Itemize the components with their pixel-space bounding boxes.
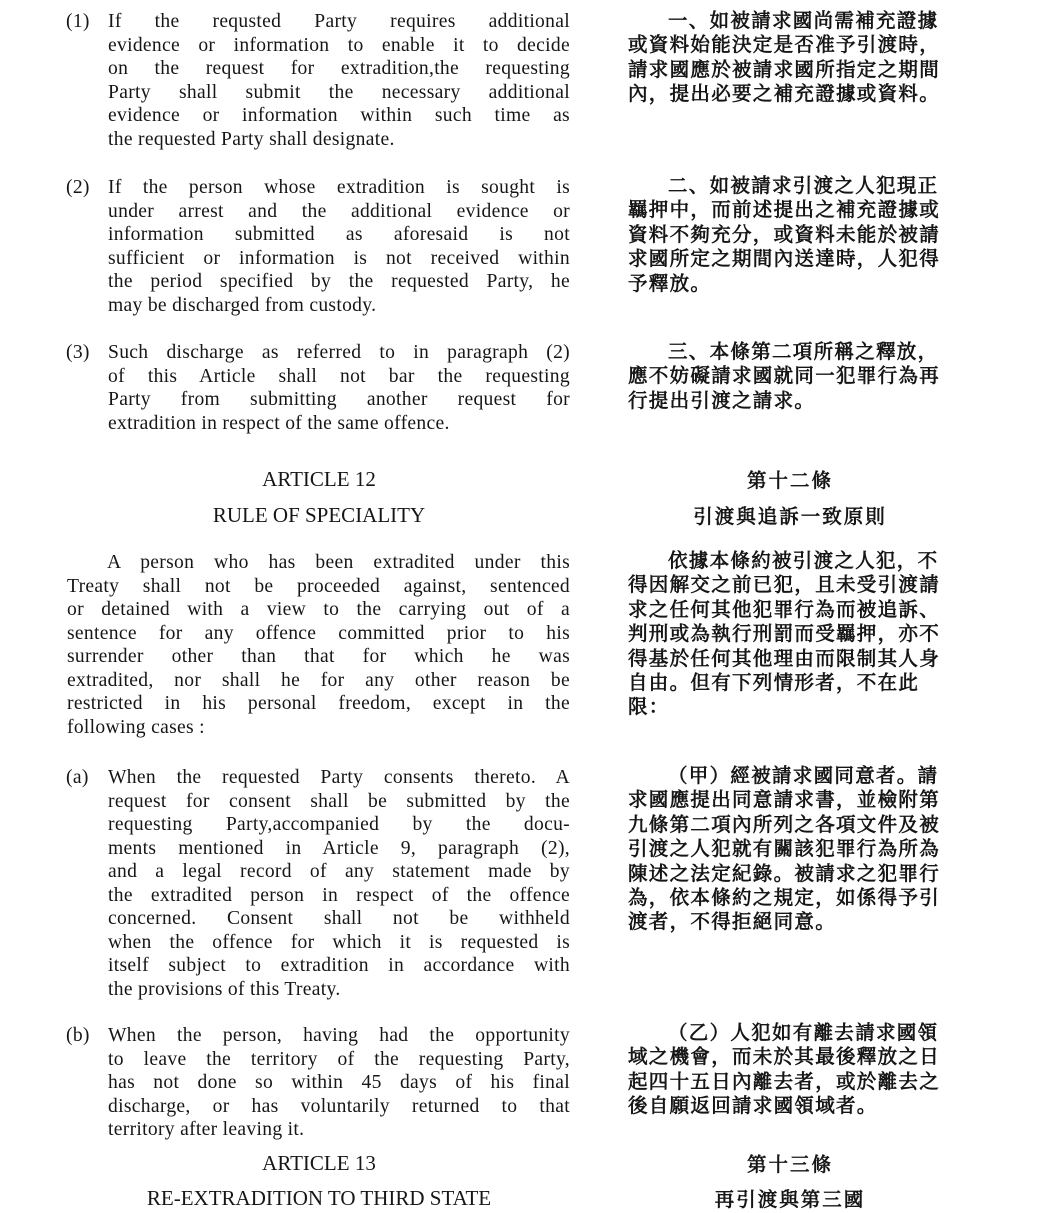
text-line: or detained with a view to the carrying out of a [67, 599, 570, 620]
article-12-subtitle: RULE OF SPECIALITY [212, 503, 426, 527]
text-line: 求之任何其他犯罪行為而被追訴、 [628, 597, 941, 621]
text-line: 資料不夠充分，或資料未能於被請 [628, 222, 941, 246]
text-line: 判刑或為執行刑罰而受羈押，亦不 [628, 622, 941, 646]
text-line: requesting Party,accompanied by the docu- [108, 814, 570, 835]
text-line: （乙）人犯如有離去請求國領 [668, 1021, 939, 1044]
text-line: under arrest and the additional evidence or [108, 200, 570, 222]
text-line: 內，提出必要之補充證據或資料。 [628, 82, 941, 106]
text-line: information submitted as aforesaid is not [108, 224, 570, 245]
text-line: 求國應提出同意請求書，並檢附第 [628, 788, 941, 812]
en-item-a [66, 766, 570, 1001]
paragraph-lines [108, 1024, 570, 1142]
text-line: restricted in his personal freedom, except in the [67, 693, 570, 714]
text-line: sentence for any offence committed prior to his [67, 622, 570, 644]
text-line: 得基於任何其他理由而限制其人身 [628, 646, 941, 670]
text-line: （甲）經被請求國同意者。請 [668, 764, 939, 787]
text-line: If the person whose extradition is sought is [108, 177, 570, 198]
article-13-title: ARTICLE 13 [262, 1151, 376, 1175]
paragraph-lines [108, 10, 570, 151]
text-line: 引渡之人犯就有關該犯罪行為所為 [628, 837, 941, 861]
paragraph-lines [108, 341, 570, 435]
text-line: on the request for extradition,the requesting [108, 58, 570, 79]
text-line: Treaty shall not be proceeded against, sentenced [67, 575, 570, 597]
text-line: evidence or information to enable it to decide [108, 34, 570, 56]
text-line: and a legal record of any statement made by [108, 861, 570, 882]
text-line: 自由。但有下列情形者，不在此 [628, 671, 920, 695]
text-line: concerned. Consent shall not be withheld [108, 908, 570, 929]
paragraph-lines [628, 764, 958, 935]
paragraph-lines [628, 549, 958, 720]
zh-article-12-title: 第十二條 [746, 469, 833, 492]
article-12-title: ARTICLE 12 [262, 467, 376, 491]
paragraph-number: (1) [66, 11, 90, 32]
text-line: 二、如被請求引渡之人犯現正 [668, 174, 939, 197]
item-number: (a) [66, 767, 89, 788]
text-line: 限： [628, 695, 670, 719]
text-line: 求國所定之期間內送達時，人犯得 [628, 247, 941, 271]
zh-item-a [628, 764, 958, 935]
paragraph-lines [628, 340, 958, 413]
text-line: 一、如被請求國尚需補充證據 [668, 9, 939, 32]
text-line: 陳述之法定紀錄。被請求之犯罪行 [628, 861, 941, 885]
en-paragraph-3 [66, 341, 570, 435]
item-number: (b) [66, 1025, 90, 1046]
text-line: A person who has been extradited under this [107, 552, 570, 573]
text-line: the requested Party shall designate. [108, 128, 395, 150]
text-line: 後自願返回請求國領域者。 [628, 1094, 878, 1118]
text-line: 或資料始能決定是否准予引渡時， [628, 33, 941, 57]
text-line: 起四十五日內離去者，或於離去之 [628, 1069, 941, 1093]
text-line: evidence or information within such time as [108, 105, 570, 126]
paragraph-lines [628, 174, 958, 296]
paragraph-lines [628, 1021, 958, 1119]
text-line: extradition in respect of the same offence. [108, 412, 450, 434]
text-line: Such discharge as referred to in paragraph (2) [108, 342, 570, 363]
text-line: 予釋放。 [628, 271, 712, 295]
text-line: Party from submitting another request for [108, 389, 570, 410]
zh-item-b [628, 1021, 958, 1119]
text-line: request for consent shall be submitted by the [108, 790, 570, 812]
text-line: 得因解交之前已犯，且未受引渡請 [628, 573, 941, 597]
text-line: sufficient or information is not received within [108, 247, 570, 269]
zh-article-12-intro [628, 549, 958, 720]
text-line: the extradited person in respect of the offence [108, 884, 570, 906]
paragraph-lines [108, 766, 570, 1001]
en-paragraph-1 [66, 10, 570, 151]
article-13-subtitle: RE-EXTRADITION TO THIRD STATE [146, 1186, 492, 1210]
paragraph-number: (2) [66, 177, 90, 198]
text-line: when the offence for which it is requested is [108, 931, 570, 953]
text-line: 應不妨礙請求國就同一犯罪行為再 [628, 364, 941, 388]
text-line: 羈押中，而前述提出之補充證據或 [628, 198, 941, 222]
text-line: following cases : [67, 716, 205, 738]
text-line: territory after leaving it. [108, 1119, 305, 1140]
text-line: of this Article shall not bar the requesting [108, 365, 570, 387]
text-line: discharge, or has voluntarily returned to that [108, 1095, 570, 1117]
text-line: itself subject to extradition in accordance with [108, 955, 570, 976]
text-line: Party shall submit the necessary additional [108, 81, 570, 103]
text-line: extradited, nor shall he for any other reason be [67, 669, 570, 691]
text-line: to leave the territory of the requesting Party, [108, 1048, 570, 1070]
zh-article-13-subtitle: 再引渡與第三國 [714, 1188, 866, 1211]
text-line: 九條第二項內所列之各項文件及被 [628, 812, 941, 836]
text-line: 依據本條約被引渡之人犯，不 [668, 549, 939, 572]
text-line: When the requested Party consents thereto. A [108, 767, 570, 788]
text-line: the period specified by the requested Party, he [108, 271, 570, 292]
text-line: has not done so within 45 days of his final [108, 1072, 570, 1093]
text-line: surrender other than that for which he was [67, 646, 570, 667]
text-line: 三、本條第二項所稱之釋放， [668, 340, 939, 363]
zh-article-12-subtitle: 引渡與追訴一致原則 [693, 505, 887, 528]
text-line: 域之機會，而未於其最後釋放之日 [628, 1045, 941, 1069]
text-line: When the person, having had the opportunity [108, 1025, 570, 1046]
text-line: may be discharged from custody. [108, 294, 377, 316]
en-item-b [66, 1024, 570, 1142]
text-line: 行提出引渡之請求。 [628, 388, 816, 412]
paragraph-number: (3) [66, 342, 90, 363]
paragraph-lines [67, 551, 570, 739]
text-line: ments mentioned in Article 9, paragraph (2), [108, 837, 570, 859]
en-paragraph-2 [66, 176, 570, 317]
zh-article-13-title: 第十三條 [746, 1153, 833, 1176]
text-line: 請求國應於被請求國所指定之期間 [628, 57, 941, 81]
zh-paragraph-2 [628, 174, 958, 296]
paragraph-lines [628, 9, 958, 107]
en-article-12-intro [67, 551, 570, 739]
zh-paragraph-3 [628, 340, 958, 413]
zh-paragraph-1 [628, 9, 958, 107]
text-line: the provisions of this Treaty. [108, 978, 341, 1000]
text-line: If the requsted Party requires additional [108, 11, 570, 32]
text-line: 渡者，不得拒絕同意。 [628, 910, 837, 934]
text-line: 為，依本條約之規定，如係得予引 [628, 886, 941, 910]
paragraph-lines [108, 176, 570, 317]
